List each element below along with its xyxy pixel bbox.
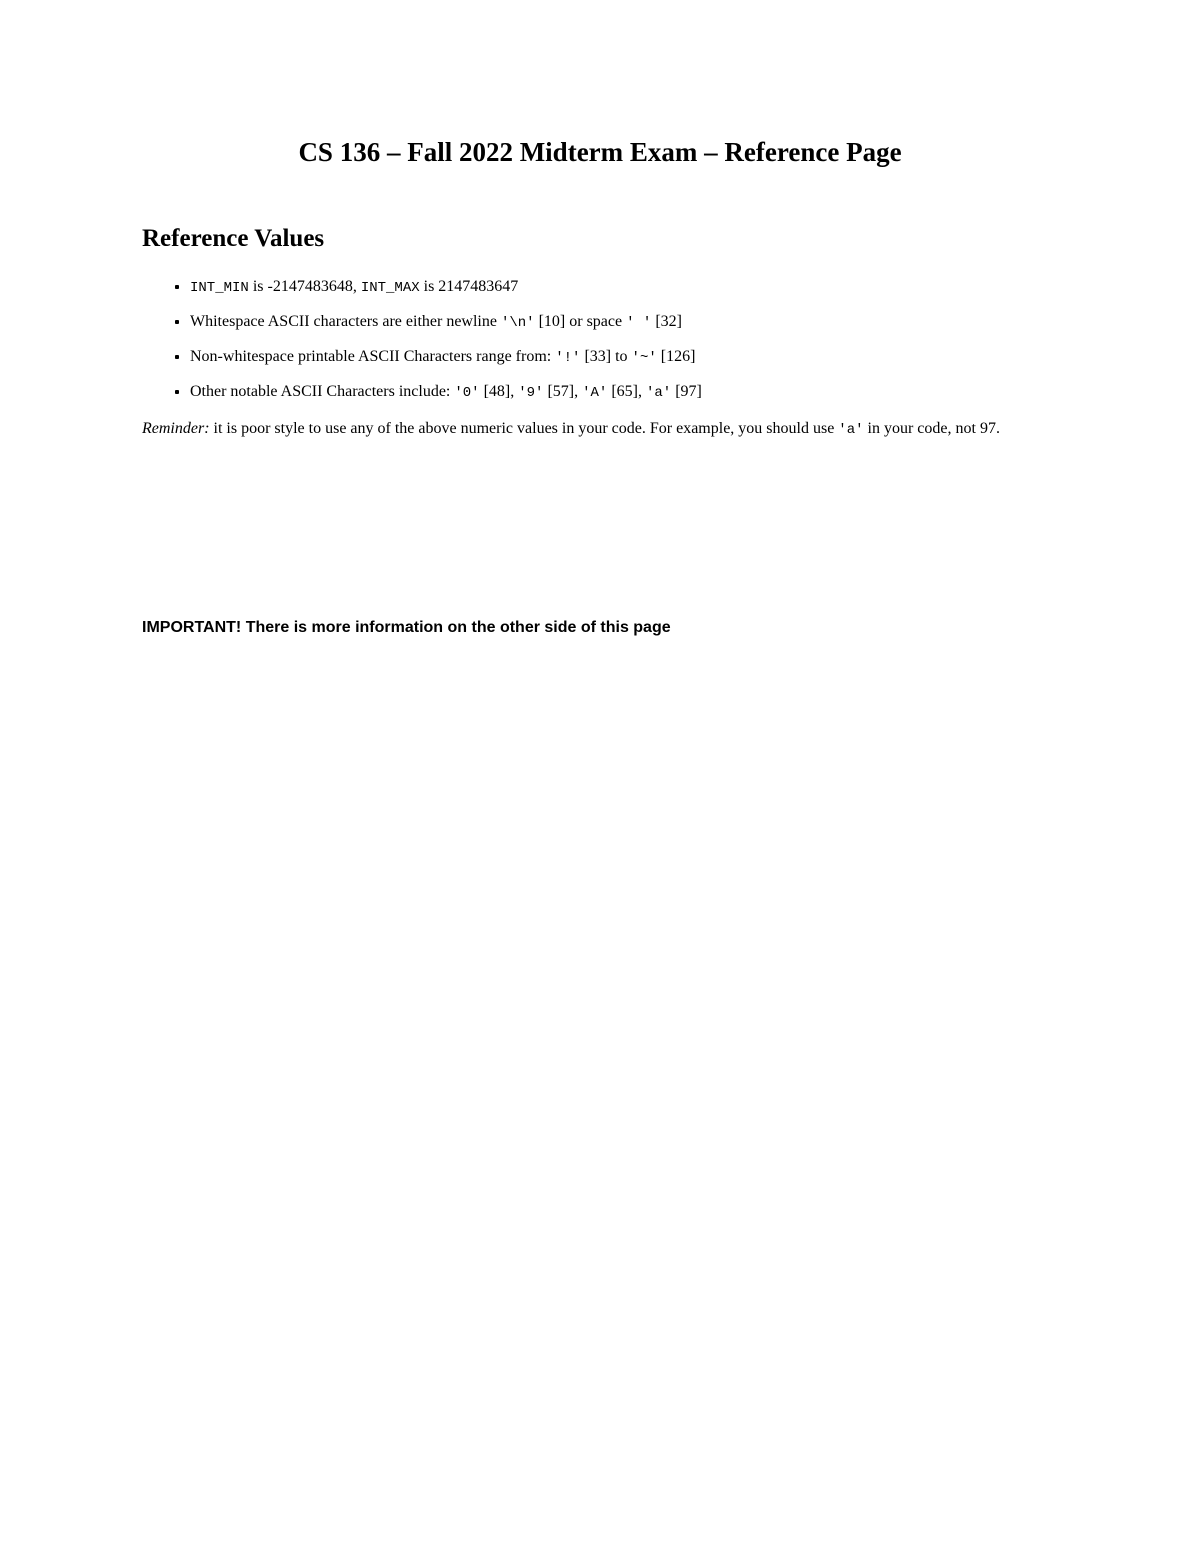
code-zero: '0'	[454, 385, 480, 401]
whitespace-text-3: [32]	[651, 313, 682, 330]
printable-text-2: [33] to	[580, 348, 632, 365]
reminder-text: it is poor style to use any of the above numeric values in your code. For example, you should use	[209, 420, 839, 437]
whitespace-text: Whitespace ASCII characters are either newline	[190, 313, 501, 330]
notable-text-3: [57],	[543, 383, 583, 400]
notable-text-5: [97]	[671, 383, 702, 400]
printable-text: Non-whitespace printable ASCII Characters range from:	[190, 348, 556, 365]
bullet-icon	[175, 285, 179, 289]
code-tilde: '~'	[631, 350, 657, 366]
int-max-value: is 2147483647	[419, 278, 519, 295]
whitespace-text-2: [10] or space	[534, 313, 627, 330]
int-min-value: is -2147483648,	[248, 278, 361, 295]
reference-values-list	[142, 275, 1072, 415]
code-int-min: INT_MIN	[190, 280, 249, 296]
code-upper-a: 'A'	[582, 385, 608, 401]
section-heading: Reference Values	[142, 225, 325, 252]
code-nine: '9'	[518, 385, 544, 401]
code-exclamation: '!'	[555, 350, 581, 366]
page-title: CS 136 – Fall 2022 Midterm Exam – Reference Page	[298, 137, 902, 167]
code-newline: '\n'	[500, 315, 535, 331]
code-reminder-a: 'a'	[838, 422, 864, 438]
code-int-max: INT_MAX	[360, 280, 420, 296]
list-item-whitespace	[142, 310, 1072, 345]
bullet-icon	[175, 355, 179, 359]
code-lower-a: 'a'	[646, 385, 672, 401]
notable-text-4: [65],	[607, 383, 646, 400]
list-item-printable	[142, 345, 1072, 380]
reminder-text-2: in your code, not 97.	[863, 420, 1000, 437]
list-item-int-limits	[142, 275, 1072, 310]
bullet-icon	[175, 320, 179, 324]
printable-text-3: [126]	[656, 348, 696, 365]
notable-text: Other notable ASCII Characters include:	[190, 383, 455, 400]
notable-text-2: [48],	[479, 383, 519, 400]
bullet-icon	[175, 390, 179, 394]
list-item-notable	[142, 380, 1072, 415]
important-note: IMPORTANT! There is more information on the other side of this page	[142, 619, 671, 636]
code-space: ' '	[626, 315, 652, 331]
reminder-label: Reminder:	[142, 420, 210, 437]
reminder-paragraph	[142, 417, 1072, 442]
